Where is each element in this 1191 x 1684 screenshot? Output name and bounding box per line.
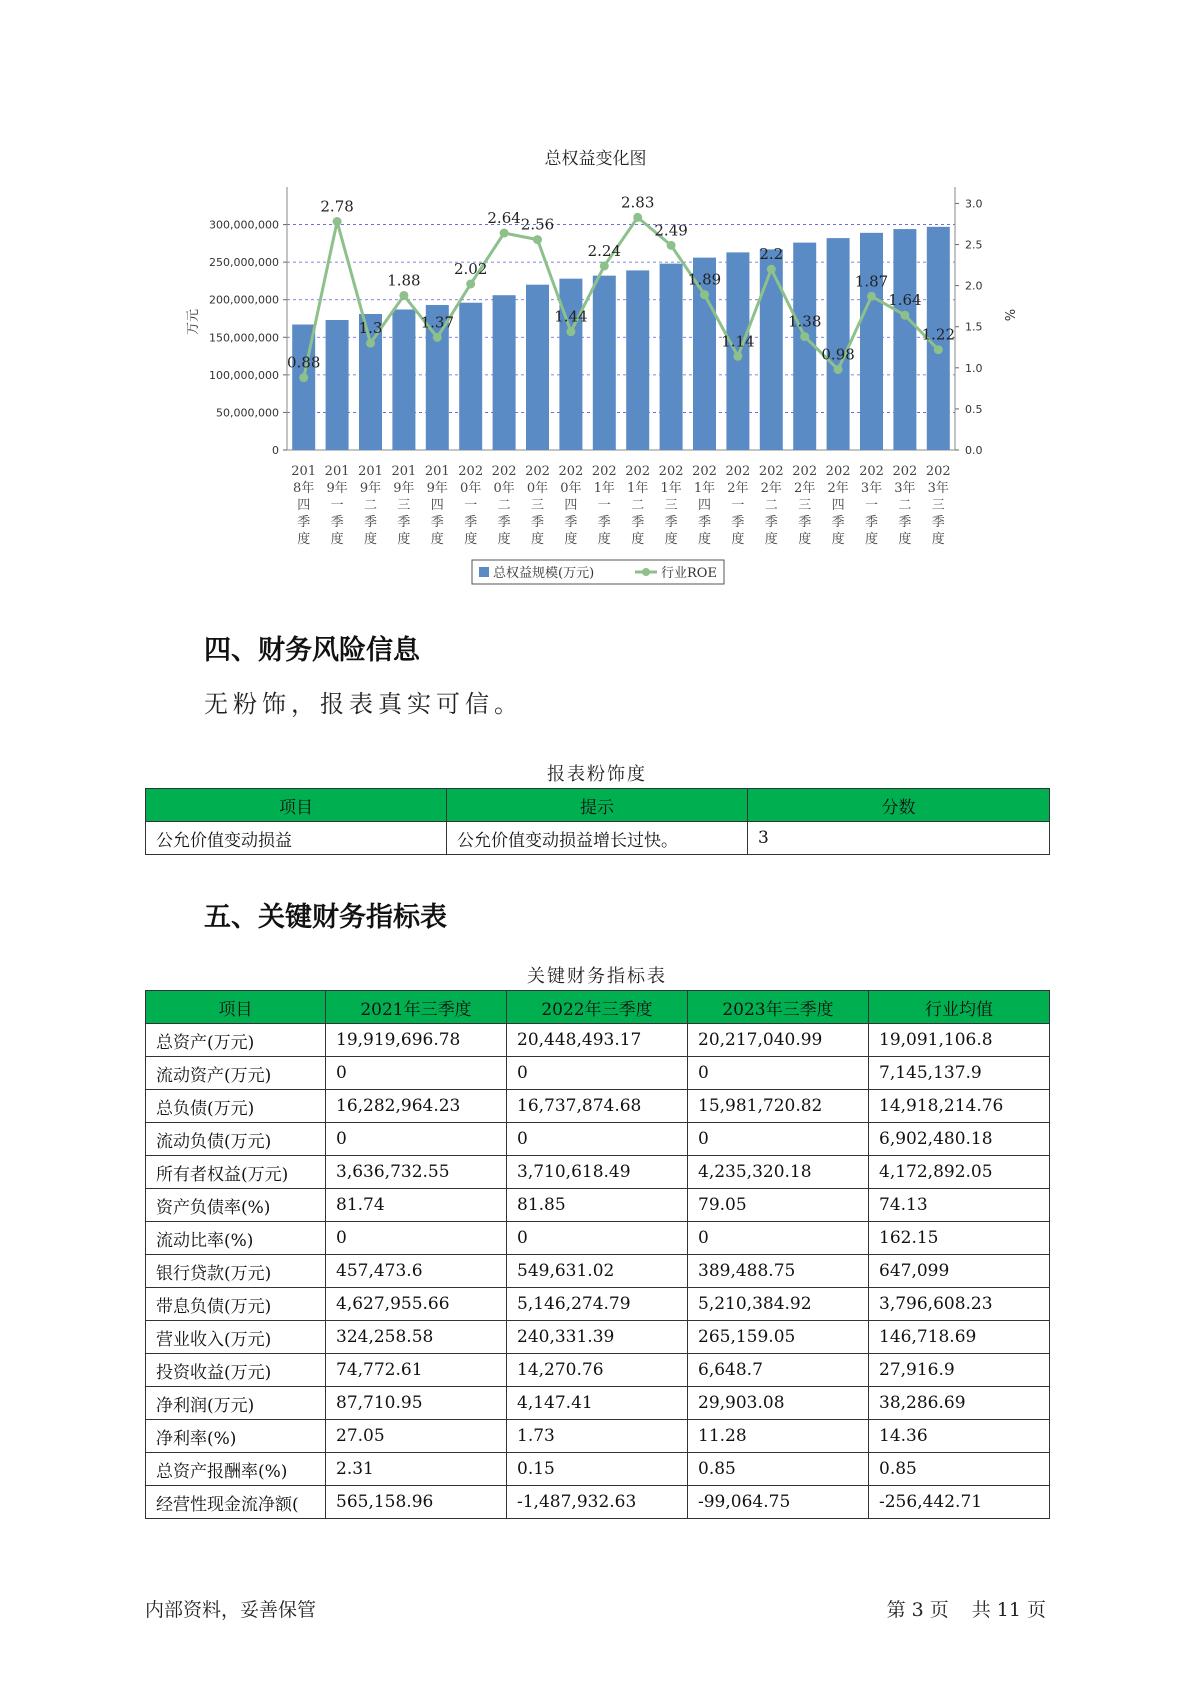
- footer-confidential-note: 内部资料，妥善保管: [145, 1599, 317, 1621]
- kpi-row-label: 总负债(万元): [146, 1090, 326, 1123]
- roe-data-label: 1.14: [721, 332, 755, 351]
- kpi-cell-value: 549,631.02: [507, 1255, 688, 1288]
- risk-conclusion-text: 无粉饰，报表真实可信。: [204, 690, 523, 718]
- x-tick-label: 2年: [827, 481, 849, 496]
- x-tick-label: 1年: [693, 481, 716, 496]
- kpi-cell-value: 565,158.96: [326, 1486, 507, 1519]
- kpi-cell-value: 29,903.08: [688, 1387, 869, 1420]
- kpi-cell-value: 0: [688, 1222, 869, 1255]
- roe-point: [433, 333, 442, 342]
- x-tick-label: 0年: [460, 481, 482, 496]
- legend-bar-label: 总权益规模(万元): [493, 566, 595, 581]
- risk-cell-score: 3: [748, 822, 1050, 855]
- x-tick-label: 三: [530, 498, 545, 513]
- x-tick-label: 季: [297, 515, 311, 530]
- kpi-cell-value: -1,487,932.63: [507, 1486, 688, 1519]
- kpi-cell-value: 19,919,696.78: [326, 1024, 507, 1057]
- table-row: [146, 1222, 1050, 1255]
- kpi-cell-value: 1.73: [507, 1420, 688, 1453]
- x-tick-label: 季: [764, 515, 778, 530]
- roe-data-label: 0.98: [821, 345, 855, 364]
- risk-cell-hint: 公允价值变动损益增长过快。: [447, 822, 748, 855]
- kpi-cell-value: 457,473.6: [326, 1255, 507, 1288]
- x-tick-label: 202: [892, 464, 918, 479]
- bar: [392, 309, 415, 450]
- risk-table-caption: 报表粉饰度: [547, 764, 647, 785]
- x-tick-label: 度: [564, 532, 578, 547]
- x-tick-label: 8年: [293, 481, 315, 496]
- roe-point: [633, 213, 642, 222]
- table-row: [146, 1255, 1050, 1288]
- kpi-cell-value: 0: [326, 1123, 507, 1156]
- x-tick-label: 二: [898, 498, 912, 513]
- x-tick-label: 度: [297, 532, 311, 547]
- table-row: [146, 1387, 1050, 1420]
- kpi-header-item: 项目: [146, 991, 326, 1024]
- table-row: [146, 1321, 1050, 1354]
- kpi-row-label: 流动负债(万元): [146, 1123, 326, 1156]
- roe-point: [399, 291, 408, 300]
- x-tick-label: 度: [664, 532, 678, 547]
- x-tick-label: 3年: [927, 481, 949, 496]
- x-tick-label: 202: [625, 464, 651, 479]
- kpi-cell-value: 20,448,493.17: [507, 1024, 688, 1057]
- risk-header-score: 分数: [748, 789, 1050, 822]
- x-tick-label: 202: [758, 464, 784, 479]
- roe-data-label: 2.24: [587, 241, 622, 260]
- kpi-row-label: 银行贷款(万元): [146, 1255, 326, 1288]
- x-tick-label: 一: [731, 498, 745, 513]
- bar: [660, 264, 683, 450]
- table-row: [146, 1354, 1050, 1387]
- x-tick-label: 季: [631, 515, 645, 530]
- roe-data-label: 2.02: [453, 259, 488, 278]
- kpi-cell-value: 0: [688, 1057, 869, 1090]
- x-tick-label: 9年: [359, 481, 382, 496]
- x-tick-label: 度: [631, 532, 645, 547]
- risk-header-item: 项目: [146, 789, 447, 822]
- bar: [493, 295, 516, 450]
- bar: [860, 233, 883, 450]
- kpi-cell-value: 3,636,732.55: [326, 1156, 507, 1189]
- total-unit: 页: [1026, 1599, 1046, 1621]
- kpi-cell-value: 27.05: [326, 1420, 507, 1453]
- x-tick-label: 季: [898, 515, 912, 530]
- kpi-cell-value: 2.31: [326, 1453, 507, 1486]
- x-tick-label: 2年: [760, 481, 782, 496]
- roe-point: [366, 339, 375, 348]
- kpi-cell-value: -256,442.71: [869, 1486, 1050, 1519]
- footer-page-number: [884, 1595, 1049, 1622]
- kpi-cell-value: 0: [326, 1057, 507, 1090]
- x-tick-label: 季: [664, 515, 678, 530]
- x-tick-label: 0年: [493, 481, 515, 496]
- kpi-cell-value: 265,159.05: [688, 1321, 869, 1354]
- kpi-row-label: 总资产报酬率(%): [146, 1453, 326, 1486]
- kpi-header-2023q3: 2023年三季度: [688, 991, 869, 1024]
- kpi-cell-value: 14.36: [869, 1420, 1050, 1453]
- kpi-table: [145, 990, 1050, 1519]
- kpi-cell-value: 162.15: [869, 1222, 1050, 1255]
- y2-axis-label: %: [1001, 308, 1016, 322]
- x-tick-label: 9年: [393, 481, 415, 496]
- x-tick-label: 度: [597, 532, 611, 547]
- x-tick-label: 202: [859, 464, 884, 479]
- y-tick-label: 300,000,000: [209, 218, 279, 232]
- y2-tick-label: 2.5: [965, 238, 983, 252]
- x-tick-label: 三: [798, 498, 812, 513]
- bar: [893, 229, 916, 450]
- table-row: [146, 1123, 1050, 1156]
- kpi-row-label: 投资收益(万元): [146, 1354, 326, 1387]
- y-tick-label: 100,000,000: [209, 368, 279, 382]
- kpi-cell-value: 27,916.9: [869, 1354, 1050, 1387]
- kpi-cell-value: 647,099: [869, 1255, 1050, 1288]
- x-tick-label: 季: [397, 515, 411, 530]
- kpi-cell-value: 4,147.41: [507, 1387, 688, 1420]
- x-tick-label: 度: [397, 532, 411, 547]
- kpi-cell-value: 4,235,320.18: [688, 1156, 869, 1189]
- x-tick-label: 度: [831, 532, 845, 547]
- x-tick-label: 三: [397, 498, 411, 513]
- kpi-cell-value: 20,217,040.99: [688, 1024, 869, 1057]
- bar: [459, 303, 482, 450]
- roe-data-label: 1.44: [554, 307, 588, 326]
- x-tick-label: 202: [458, 464, 484, 479]
- y-tick-label: 200,000,000: [209, 293, 279, 307]
- x-tick-label: 度: [430, 532, 444, 547]
- risk-table: [145, 788, 1050, 855]
- kpi-cell-value: 0: [688, 1123, 869, 1156]
- x-tick-label: 202: [925, 464, 951, 479]
- risk-cell-item: 公允价值变动损益: [146, 822, 447, 855]
- kpi-cell-value: 87,710.95: [326, 1387, 507, 1420]
- roe-point: [733, 352, 742, 361]
- x-tick-label: 度: [530, 532, 545, 547]
- kpi-section-heading: 五、关键财务指标表: [204, 902, 447, 933]
- kpi-cell-value: 6,902,480.18: [869, 1123, 1050, 1156]
- x-tick-label: 季: [330, 515, 344, 530]
- table-row: [146, 1420, 1050, 1453]
- kpi-cell-value: 0: [507, 1057, 688, 1090]
- x-tick-label: 度: [731, 532, 745, 547]
- x-tick-label: 四: [297, 498, 311, 513]
- kpi-row-label: 带息负债(万元): [146, 1288, 326, 1321]
- roe-point: [867, 292, 876, 301]
- kpi-cell-value: 79.05: [688, 1189, 869, 1222]
- x-tick-label: 度: [330, 532, 344, 547]
- x-tick-label: 度: [464, 532, 478, 547]
- kpi-cell-value: 7,145,137.9: [869, 1057, 1050, 1090]
- kpi-cell-value: 324,258.58: [326, 1321, 507, 1354]
- kpi-cell-value: 389,488.75: [688, 1255, 869, 1288]
- y2-tick-label: 1.5: [965, 320, 983, 334]
- roe-data-label: 1.22: [921, 325, 956, 344]
- x-tick-label: 一: [330, 498, 344, 513]
- x-tick-label: 度: [798, 532, 812, 547]
- kpi-cell-value: 16,737,874.68: [507, 1090, 688, 1123]
- roe-data-label: 2.78: [320, 197, 354, 216]
- kpi-cell-value: 4,172,892.05: [869, 1156, 1050, 1189]
- roe-data-label: 1.64: [888, 291, 922, 310]
- y-tick-label: 50,000,000: [216, 406, 279, 420]
- legend-line-label: 行业ROE: [661, 566, 717, 581]
- roe-point: [934, 345, 943, 354]
- kpi-table-caption: 关键财务指标表: [527, 966, 667, 987]
- kpi-cell-value: 81.74: [326, 1189, 507, 1222]
- bar: [827, 238, 850, 450]
- x-tick-label: 0年: [526, 481, 549, 496]
- table-row: [146, 1486, 1050, 1519]
- x-tick-label: 季: [731, 515, 745, 530]
- y2-tick-label: 1.0: [965, 361, 983, 375]
- bar: [593, 276, 616, 450]
- kpi-header-2022q3: 2022年三季度: [507, 991, 688, 1024]
- x-tick-label: 2年: [727, 481, 749, 496]
- x-tick-label: 201: [291, 464, 317, 479]
- kpi-row-label: 营业收入(万元): [146, 1321, 326, 1354]
- x-tick-label: 二: [363, 498, 378, 513]
- roe-point: [566, 327, 575, 336]
- kpi-cell-value: 240,331.39: [507, 1321, 688, 1354]
- x-tick-label: 季: [363, 515, 378, 530]
- kpi-cell-value: 38,286.69: [869, 1387, 1050, 1420]
- risk-table-header-row: [146, 789, 1050, 822]
- kpi-row-label: 净利率(%): [146, 1420, 326, 1453]
- roe-point: [500, 229, 509, 238]
- bar: [326, 320, 349, 450]
- x-tick-label: 季: [464, 515, 478, 530]
- x-tick-label: 0年: [560, 481, 582, 496]
- x-tick-label: 季: [931, 515, 945, 530]
- kpi-row-label: 经营性现金流净额(: [146, 1486, 326, 1519]
- x-tick-label: 度: [363, 532, 378, 547]
- roe-point: [667, 241, 676, 250]
- bar: [559, 279, 582, 450]
- x-tick-label: 一: [597, 498, 611, 513]
- kpi-cell-value: 14,270.76: [507, 1354, 688, 1387]
- kpi-table-header-row: [146, 991, 1050, 1024]
- kpi-cell-value: 6,648.7: [688, 1354, 869, 1387]
- roe-data-label: 2.2: [759, 245, 784, 264]
- roe-data-label: 1.37: [420, 313, 455, 332]
- y-tick-label: 0: [272, 444, 279, 457]
- x-tick-label: 二: [497, 498, 511, 513]
- table-row: [146, 1057, 1050, 1090]
- x-tick-label: 202: [591, 464, 617, 479]
- x-tick-label: 3年: [860, 481, 883, 496]
- kpi-cell-value: -99,064.75: [688, 1486, 869, 1519]
- x-tick-label: 202: [491, 464, 517, 479]
- roe-data-label: 1.88: [387, 271, 421, 290]
- x-tick-label: 季: [864, 515, 879, 530]
- x-tick-label: 201: [424, 464, 450, 479]
- table-row: [146, 1156, 1050, 1189]
- risk-header-hint: 提示: [447, 789, 748, 822]
- kpi-cell-value: 5,146,274.79: [507, 1288, 688, 1321]
- risk-section-heading: 四、财务风险信息: [204, 635, 420, 666]
- x-tick-label: 1年: [593, 481, 615, 496]
- kpi-cell-value: 0: [326, 1222, 507, 1255]
- kpi-cell-value: 14,918,214.76: [869, 1090, 1050, 1123]
- kpi-cell-value: 74.13: [869, 1189, 1050, 1222]
- x-tick-label: 度: [697, 532, 712, 547]
- page-prefix: 第: [886, 1599, 906, 1621]
- kpi-cell-value: 0.15: [507, 1453, 688, 1486]
- roe-data-label: 1.87: [854, 272, 889, 291]
- table-row: [146, 1090, 1050, 1123]
- kpi-cell-value: 74,772.61: [326, 1354, 507, 1387]
- kpi-row-label: 净利润(万元): [146, 1387, 326, 1420]
- roe-data-label: 2.64: [487, 209, 521, 228]
- x-tick-label: 一: [464, 498, 478, 513]
- kpi-cell-value: 4,627,955.66: [326, 1288, 507, 1321]
- x-tick-label: 季: [798, 515, 812, 530]
- x-tick-label: 二: [764, 498, 778, 513]
- roe-point: [466, 279, 475, 288]
- x-tick-label: 度: [864, 532, 879, 547]
- kpi-row-label: 流动资产(万元): [146, 1057, 326, 1090]
- x-tick-label: 四: [430, 498, 444, 513]
- legend-bar-swatch: [479, 567, 489, 577]
- bar: [526, 285, 549, 450]
- total-pages: 11: [996, 1599, 1021, 1621]
- x-tick-label: 季: [697, 515, 712, 530]
- x-tick-label: 三: [664, 498, 678, 513]
- x-tick-label: 201: [391, 464, 417, 479]
- bar: [760, 249, 783, 450]
- kpi-cell-value: 19,091,106.8: [869, 1024, 1050, 1057]
- roe-data-label: 2.83: [620, 193, 655, 212]
- kpi-cell-value: 11.28: [688, 1420, 869, 1453]
- x-tick-label: 一: [864, 498, 879, 513]
- roe-point: [600, 261, 609, 270]
- table-row: [146, 1453, 1050, 1486]
- legend-line-marker: [642, 568, 650, 576]
- chart-title: 总权益变化图: [544, 149, 647, 169]
- kpi-cell-value: 146,718.69: [869, 1321, 1050, 1354]
- roe-point: [900, 311, 909, 320]
- x-tick-label: 9年: [326, 481, 348, 496]
- x-tick-label: 201: [324, 464, 350, 479]
- x-tick-label: 季: [831, 515, 845, 530]
- x-tick-label: 季: [497, 515, 511, 530]
- kpi-cell-value: 5,210,384.92: [688, 1288, 869, 1321]
- roe-data-label: 2.56: [520, 215, 555, 234]
- table-row: [146, 1288, 1050, 1321]
- y2-tick-label: 3.0: [965, 197, 983, 211]
- x-tick-label: 度: [931, 532, 945, 547]
- x-tick-label: 9年: [426, 481, 448, 496]
- roe-data-label: 1.89: [687, 270, 722, 289]
- x-tick-label: 3年: [894, 481, 916, 496]
- kpi-cell-value: 3,796,608.23: [869, 1288, 1050, 1321]
- kpi-row-label: 流动比率(%): [146, 1222, 326, 1255]
- x-tick-label: 四: [831, 498, 845, 513]
- x-tick-label: 度: [764, 532, 778, 547]
- table-row: [146, 1024, 1050, 1057]
- kpi-cell-value: 15,981,720.82: [688, 1090, 869, 1123]
- kpi-cell-value: 3,710,618.49: [507, 1156, 688, 1189]
- kpi-row-label: 资产负债率(%): [146, 1189, 326, 1222]
- x-tick-label: 四: [564, 498, 578, 513]
- x-tick-label: 四: [697, 498, 712, 513]
- roe-data-label: 1.38: [787, 312, 822, 331]
- kpi-header-2021q3: 2021年三季度: [326, 991, 507, 1024]
- kpi-row-label: 所有者权益(万元): [146, 1156, 326, 1189]
- x-tick-label: 202: [658, 464, 684, 479]
- kpi-cell-value: 0.85: [688, 1453, 869, 1486]
- roe-point: [299, 373, 308, 382]
- table-row: [146, 822, 1050, 855]
- x-tick-label: 2年: [794, 481, 816, 496]
- kpi-cell-value: 16,282,964.23: [326, 1090, 507, 1123]
- roe-point: [333, 217, 342, 226]
- x-tick-label: 季: [597, 515, 611, 530]
- y2-tick-label: 2.0: [965, 279, 983, 293]
- x-tick-label: 季: [564, 515, 578, 530]
- x-tick-label: 202: [792, 464, 818, 479]
- x-tick-label: 三: [931, 498, 945, 513]
- kpi-header-industry-avg: 行业均值: [869, 991, 1050, 1024]
- x-tick-label: 202: [825, 464, 851, 479]
- x-tick-label: 202: [692, 464, 717, 479]
- kpi-cell-value: 0: [507, 1222, 688, 1255]
- roe-point: [800, 332, 809, 341]
- roe-data-label: 2.49: [654, 221, 688, 240]
- total-prefix: 共: [971, 1599, 991, 1621]
- equity-chart: [0, 0, 1191, 600]
- y2-tick-label: 0.5: [965, 402, 983, 416]
- roe-point: [834, 365, 843, 374]
- page-number: 3: [911, 1599, 924, 1621]
- page-unit: 页: [929, 1599, 949, 1621]
- bar: [626, 270, 649, 450]
- roe-data-label: 1.3: [358, 319, 383, 338]
- kpi-row-label: 总资产(万元): [146, 1024, 326, 1057]
- x-tick-label: 1年: [660, 481, 682, 496]
- x-tick-label: 度: [898, 532, 912, 547]
- x-tick-label: 202: [525, 464, 550, 479]
- x-tick-label: 1年: [627, 481, 649, 496]
- roe-data-label: 0.88: [286, 353, 321, 372]
- x-tick-label: 度: [497, 532, 511, 547]
- x-tick-label: 202: [725, 464, 751, 479]
- kpi-cell-value: 81.85: [507, 1189, 688, 1222]
- roe-point: [700, 290, 709, 299]
- y-axis-label: 万元: [186, 308, 201, 336]
- roe-point: [533, 235, 542, 244]
- table-row: [146, 1189, 1050, 1222]
- x-tick-label: 季: [430, 515, 444, 530]
- kpi-cell-value: 0.85: [869, 1453, 1050, 1486]
- x-tick-label: 季: [530, 515, 545, 530]
- y2-tick-label: 0.0: [965, 444, 983, 457]
- y-tick-label: 150,000,000: [209, 331, 279, 345]
- roe-point: [767, 265, 776, 274]
- y-tick-label: 250,000,000: [209, 256, 279, 270]
- x-tick-label: 二: [631, 498, 645, 513]
- kpi-cell-value: 0: [507, 1123, 688, 1156]
- x-tick-label: 201: [358, 464, 383, 479]
- x-tick-label: 202: [558, 464, 584, 479]
- bar: [726, 252, 749, 450]
